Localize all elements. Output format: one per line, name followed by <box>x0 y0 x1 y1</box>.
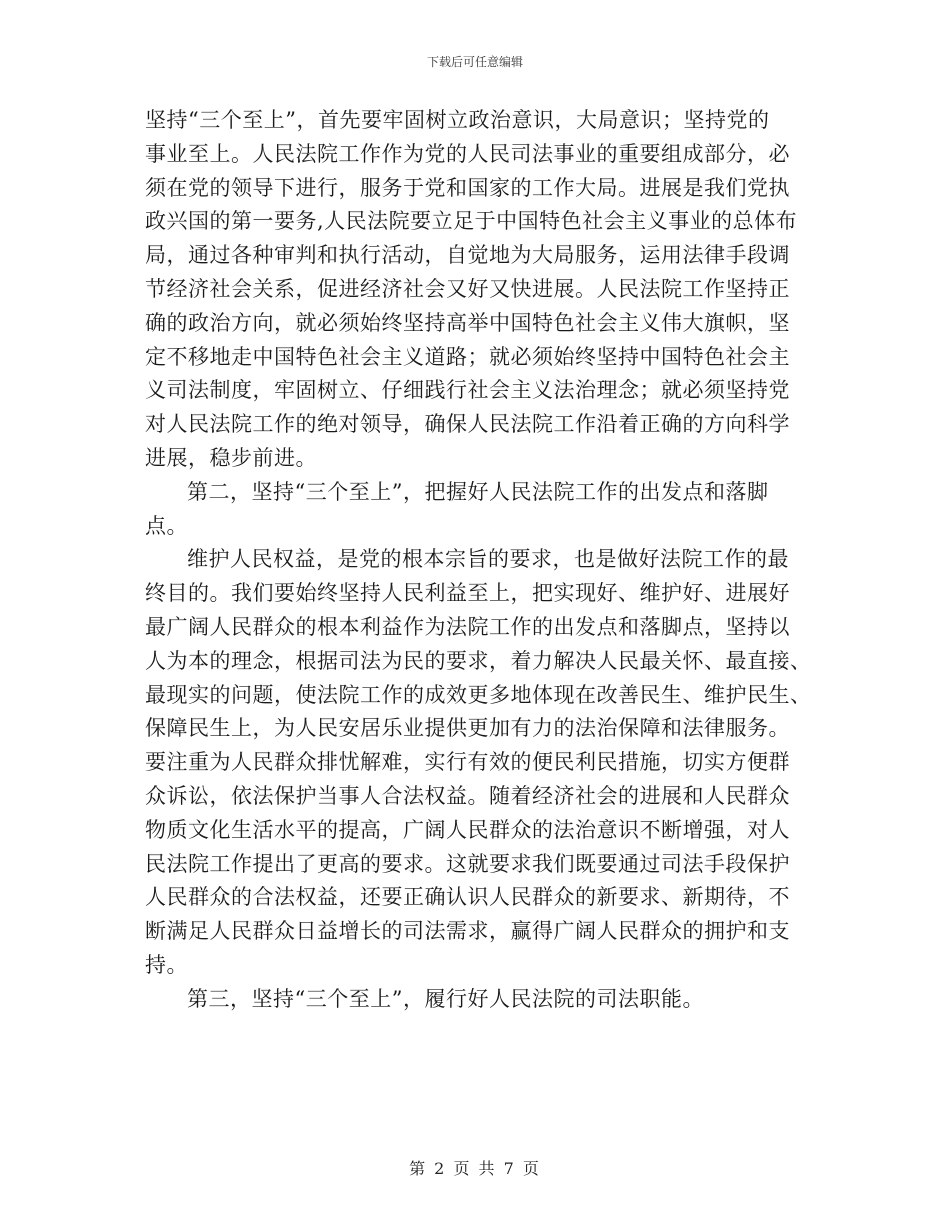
text-line: 要注重为人民群众排忧解难，实行有效的便民利民措施，切实方便群 <box>145 750 790 775</box>
text-line: 局，通过各种审判和执行活动，自觉地为大局服务，运用法律手段调 <box>145 243 790 268</box>
document-body <box>145 104 812 1017</box>
text-line: 民法院工作提出了更高的要求。这就要求我们既要通过司法手段保护 <box>145 851 790 876</box>
text-line: 定不移地走中国特色社会主义道路；就必须始终坚持中国特色社会主 <box>145 344 790 369</box>
text-line: 断满足人民群众日益增长的司法需求，赢得广阔人民群众的拥护和支 <box>145 919 790 944</box>
text-line: 对人民法院工作的绝对领导，确保人民法院工作沿着正确的方向科学 <box>145 412 790 437</box>
text-line: 人民群众的合法权益，还要正确认识人民群众的新要求、新期待，不 <box>145 885 790 910</box>
text-line: 须在党的领导下进行，服务于党和国家的工作大局。进展是我们党执 <box>145 175 790 200</box>
text-line: 坚持“三个至上”，首先要牢固树立政治意识，大局意识；坚持党的 <box>145 108 770 132</box>
paragraph-start: 维护人民权益，是党的根本宗旨的要求，也是做好法院工作的最 <box>187 547 789 572</box>
page-number-footer: 第 2 页 共 7 页 <box>409 1159 541 1178</box>
text-line: 义司法制度，牢固树立、仔细践行社会主义法治理念；就必须坚持党 <box>145 378 790 403</box>
text-line: 保障民生上，为人民安居乐业提供更加有力的法治保障和法律服务。 <box>145 716 790 741</box>
text-line: 终目的。我们要始终坚持人民利益至上，把实现好、维护好、进展好 <box>145 581 790 606</box>
text-line: 人为本的理念，根据司法为民的要求，着力解决人民最关怀、最直接、 <box>145 648 812 673</box>
text-line: 政兴国的第一要务,人民法院要立足于中国特色社会主义事业的总体布 <box>145 209 798 234</box>
text-line: 确的政治方向，就必须始终坚持高举中国特色社会主义伟大旗帜，坚 <box>145 310 790 335</box>
text-line: 最广阔人民群众的根本利益作为法院工作的出发点和落脚点，坚持以 <box>145 614 790 639</box>
text-line: 最现实的问题，使法院工作的成效更多地体现在改善民生、维护民生、 <box>145 682 812 707</box>
text-line: 众诉讼，依法保护当事人合法权益。随着经济社会的进展和人民群众 <box>145 783 790 808</box>
text-line: 持。 <box>145 952 188 977</box>
page-header: 下载后可任意编辑 <box>426 55 523 69</box>
section-heading: 第二，坚持“三个至上”，把握好人民法院工作的出发点和落脚 <box>187 479 769 504</box>
text-line: 进展，稳步前进。 <box>145 445 317 470</box>
section-heading: 第三，坚持“三个至上”，履行好人民法院的司法职能。 <box>187 986 704 1011</box>
text-line: 事业至上。人民法院工作作为党的人民司法事业的重要组成部分，必 <box>145 141 790 166</box>
text-line: 节经济社会关系，促进经济社会又好又快进展。人民法院工作坚持正 <box>145 276 790 301</box>
text-line: 物质文化生活水平的提高，广阔人民群众的法治意识不断增强，对人 <box>145 817 790 842</box>
text-line: 点。 <box>145 513 188 538</box>
